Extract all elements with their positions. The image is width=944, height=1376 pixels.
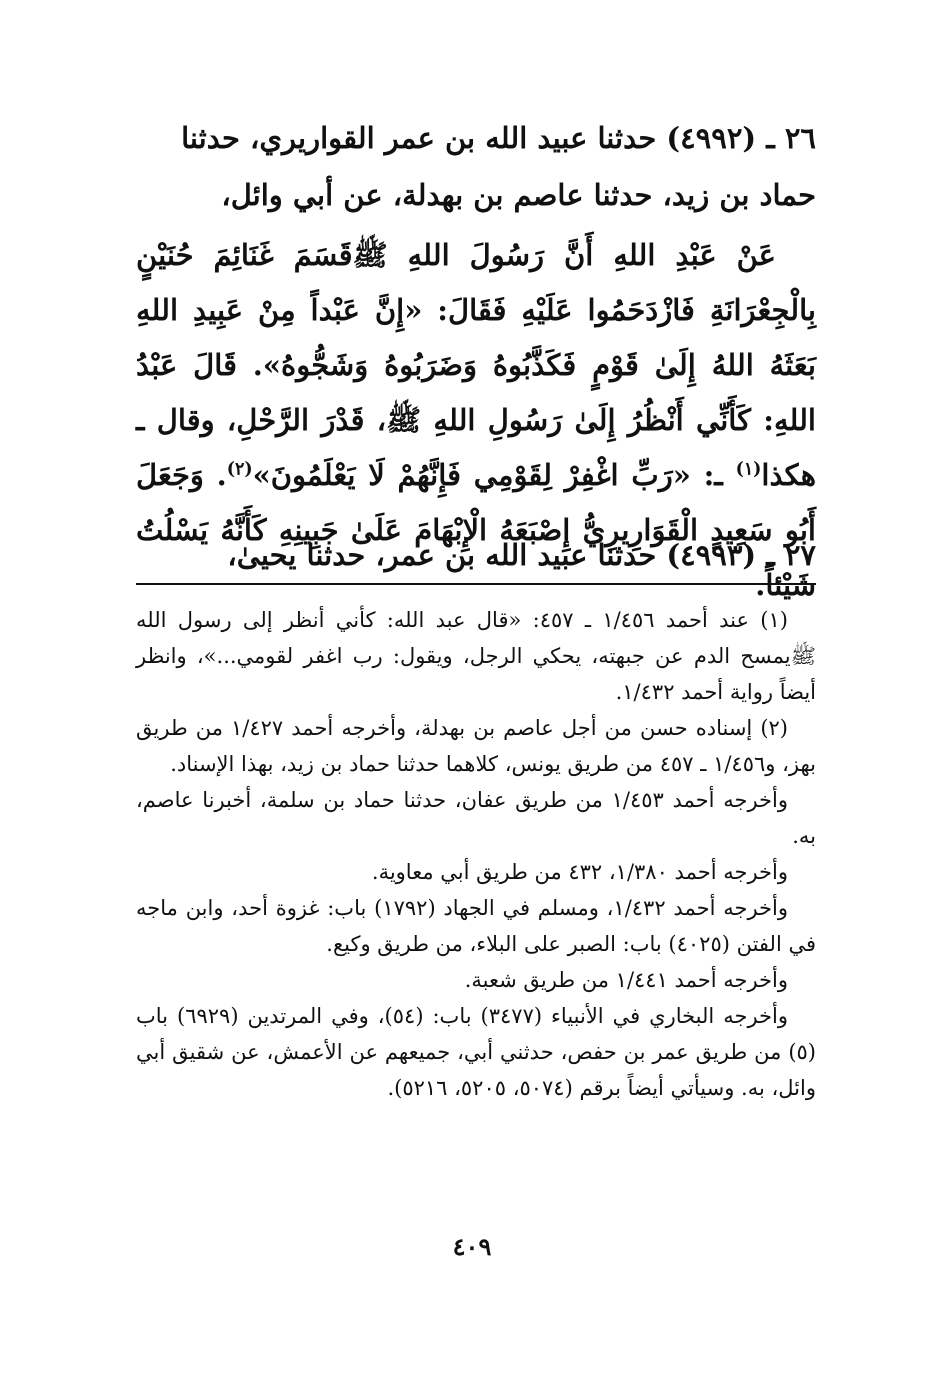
hadith-26-line-1: ٢٦ ـ (٤٩٩٢) حدثنا عبيد الله بن عمر القواريري، حدثنا — [181, 121, 816, 155]
hadith-27-isnad — [136, 530, 816, 580]
matn-part-1: عَنْ عَبْدِ اللهِ أَنَّ رَسُولَ اللهِ ﷺقَسَمَ غَنَائِمَ حُنَيْنٍ بِالْجِعْرَانَةِ فَازْدَحَمُوا عَلَيْهِ فَقَالَ: «إِنَّ عَبْداً مِنْ عَبِيدِ اللهِ بَعَثَهُ اللهُ إِلَىٰ قَوْمٍ فَكَذَّبُوهُ وَضَرَبُوهُ وَشَجُّوهُ». قَالَ عَبْدُ اللهِ: كَأَنِّي أَنْظُرُ إِلَىٰ رَسُولِ اللهِ ﷺ، قَدْرَ الرَّحْلِ، وقال ـ هكذا — [136, 238, 816, 492]
hadith-27-line-1: ٢٧ ـ (٤٩٩٣) حدثنا عبيد الله بن عمر، حدثنا يحيىٰ، — [227, 538, 816, 572]
footnote-marker-1: (١) — [735, 459, 762, 480]
footnote-2-continuation-3: وأخرجه أحمد ١/٤٣٢، ومسلم في الجهاد (١٧٩٢) باب: غزوة أحد، وابن ماجه في الفتن (٤٠٢٥) باب: الصبر على البلاء، من طريق وكيع. — [136, 896, 816, 956]
footnote-2-continuation-5: وأخرجه البخاري في الأنبياء (٣٤٧٧) باب: (٥٤)، وفي المرتدين (٦٩٢٩) باب (٥) من طريق عمر بن حفص، حدثني أبي، جميعهم عن الأعمش، عن شقيق أبي وائل، به. وسيأتي أيضاً برقم (٥٠٧٤، ٥٢٠٥، ٥٢١٦). — [136, 1004, 816, 1100]
matn-part-2: ـ: «رَبِّ اغْفِرْ لِقَوْمِي فَإِنَّهُمْ لَا يَعْلَمُونَ» — [252, 458, 736, 492]
footnote-1: (١) عند أحمد ١/٤٥٦ ـ ٤٥٧: «قال عبد الله: كأني أنظر إلى رسول الله ﷺيمسح الدم عن جبهته، يحكي الرجل، ويقول: رب اغفر لقومي...»، وانظر أيضاً رواية أحمد ١/٤٣٢. — [136, 608, 816, 704]
footnote-2: (٢) إسناده حسن من أجل عاصم بن بهدلة، وأخرجه أحمد ١/٤٢٧ من طريق بهز، و١/٤٥٦ ـ ٤٥٧ من طريق يونس، كلاهما حدثنا حماد بن زيد، بهذا الإسناد. — [136, 716, 816, 776]
matn-part-3: . وَجَعَلَ أَبُو سَعِيدٍ الْقَوَارِيرِيُّ إِصْبَعَهُ الْإِبْهَامَ عَلَىٰ جَبِينِهِ كَأَنَّهُ يَسْلُتُ شَيْئاً. — [136, 458, 816, 602]
page-number: ٤٠٩ — [452, 1232, 492, 1261]
footnote-marker-2: (٢) — [226, 459, 253, 480]
footnote-2-continuation-2: وأخرجه أحمد ١/٣٨٠، ٤٣٢ من طريق أبي معاوية. — [371, 860, 788, 884]
footnote-2-continuation-4: وأخرجه أحمد ١/٤٤١ من طريق شعبة. — [464, 968, 788, 992]
hadith-26-line-2: حماد بن زيد، حدثنا عاصم بن بهدلة، عن أبي وائل، — [221, 178, 816, 212]
hadith-26-isnad — [136, 110, 816, 224]
footnote-separator — [136, 583, 816, 585]
footnotes — [136, 602, 816, 1106]
footnote-2-continuation-1: وأخرجه أحمد ١/٤٥٣ من طريق عفان، حدثنا حماد بن سلمة، أخبرنا عاصم، به. — [136, 788, 816, 848]
